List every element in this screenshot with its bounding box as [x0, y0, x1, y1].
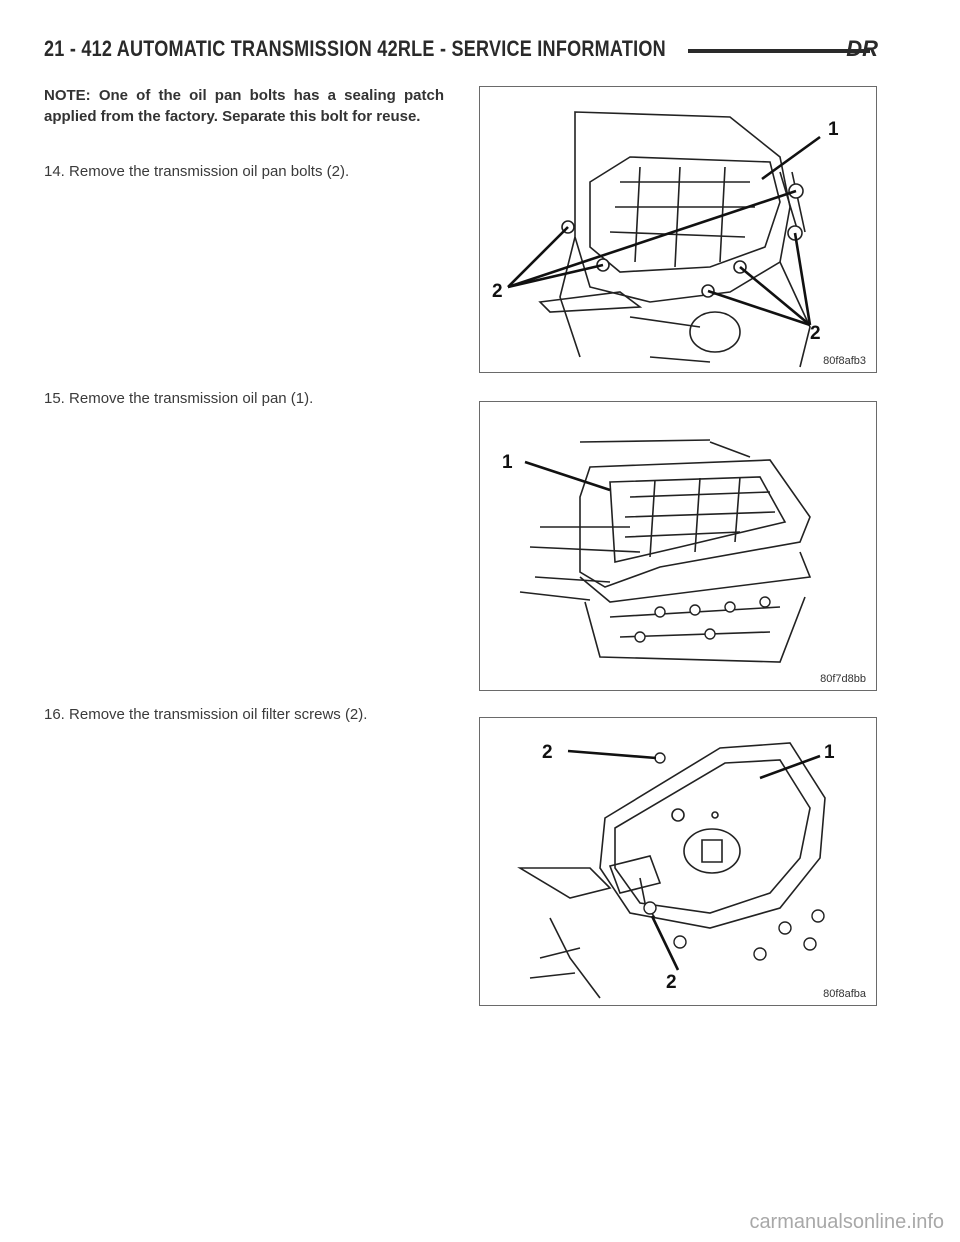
figure-oil-pan-bolts [479, 86, 877, 373]
figure-id: 80f7d8bb [820, 673, 866, 685]
header-code: DR [846, 36, 878, 61]
figure-oil-pan [479, 401, 877, 691]
callout-2: 2 [492, 281, 503, 302]
note-text: NOTE: One of the oil pan bolts has a sealing patch applied from the factory. Separate this bolt for reuse. [44, 87, 444, 125]
step-14: 14. Remove the transmission oil pan bolts (2). [44, 163, 350, 180]
header-rule [688, 49, 870, 53]
figure-id: 80f8afb3 [823, 355, 866, 367]
callout-2: 2 [542, 742, 553, 763]
page-header-title: 21 - 412 AUTOMATIC TRANSMISSION 42RLE - SERVICE INFORMATION [44, 36, 666, 61]
oil-pan-illustration [480, 402, 876, 690]
step-15: 15. Remove the transmission oil pan (1). [44, 390, 314, 407]
callout-2: 2 [810, 323, 821, 344]
callout-1: 1 [828, 119, 839, 140]
figure-id: 80f8afba [823, 988, 866, 1000]
page-header [44, 36, 880, 68]
callout-1: 1 [502, 452, 513, 473]
step-16: 16. Remove the transmission oil filter screws (2). [44, 706, 368, 723]
oil-filter-screws-illustration [480, 718, 876, 1005]
figure-oil-filter-screws [479, 717, 877, 1006]
watermark: carmanualsonline.info [749, 1211, 944, 1233]
callout-2: 2 [666, 972, 677, 993]
callout-1: 1 [824, 742, 835, 763]
oil-pan-bolts-illustration [480, 87, 876, 372]
